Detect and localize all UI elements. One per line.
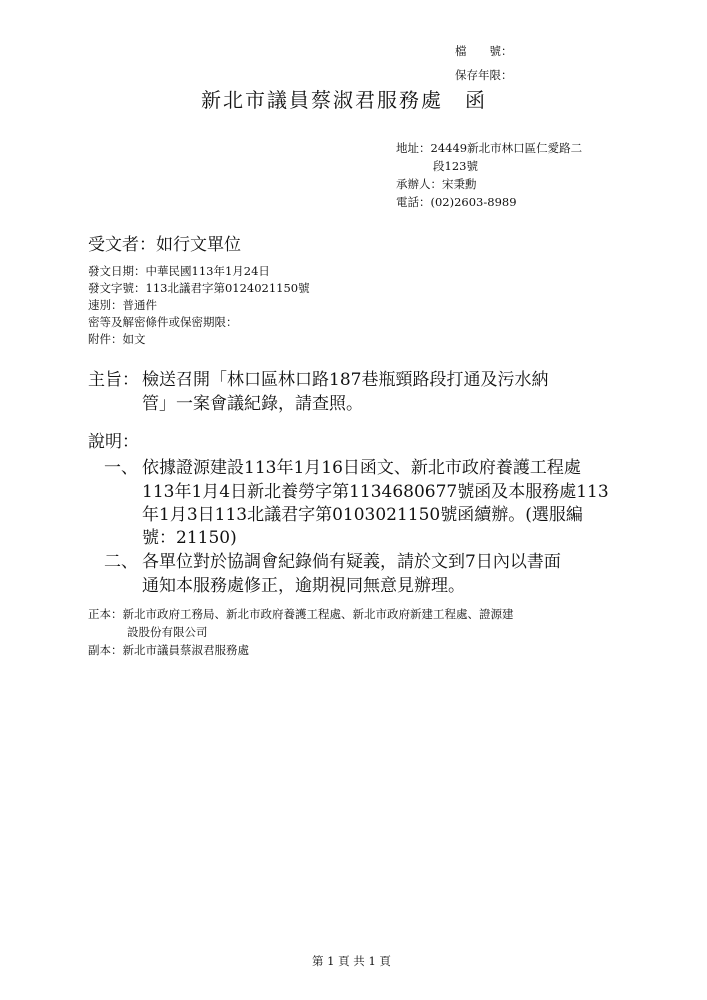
- explanation-item-number: 二、: [104, 552, 138, 572]
- retention-period-label: 保存年限：: [455, 68, 513, 82]
- sender-contact: 承辦人：宋秉勳: [396, 177, 477, 191]
- sender-phone: 電話：(02)2603-8989: [396, 195, 517, 209]
- attachment: 附件：如文: [88, 332, 146, 346]
- subject-line: 檢送召開「林口區林口路187巷瓶頸路段打通及污水納: [142, 370, 549, 390]
- subject-label: 主旨：: [88, 370, 139, 390]
- speed-class: 速別：普通件: [88, 298, 157, 312]
- page-number: 第 1 頁 共 1 頁: [312, 954, 391, 968]
- sender-address-line1: 地址：24449新北市林口區仁愛路二: [396, 141, 583, 155]
- subject-line: 管」一案會議紀錄，請查照。: [142, 394, 363, 414]
- explanation-label: 說明：: [88, 432, 139, 452]
- explanation-item-line: 各單位對於協調會紀錄倘有疑義，請於文到7日內以書面: [142, 552, 561, 572]
- main-recipients: 正本：新北市政府工務局、新北市政府養護工程處、新北市政府新建工程處、證源建: [88, 607, 514, 621]
- security-level: 密等及解密條件或保密期限：: [88, 315, 238, 329]
- explanation-item-line: 號：21150): [142, 528, 237, 548]
- document-number: 發文字號：113北議君字第0124021150號: [88, 281, 310, 295]
- explanation-item-line: 113年1月4日新北養勞字第1134680677號函及本服務處113: [142, 482, 609, 502]
- main-recipients-continued: 設股份有限公司: [127, 625, 208, 639]
- explanation-item-number: 一、: [104, 458, 138, 478]
- document-title: 新北市議員蔡淑君服務處 函: [201, 88, 487, 112]
- file-number-label: 檔 號：: [455, 44, 513, 58]
- explanation-item-line: 通知本服務處修正，逾期視同無意見辦理。: [142, 576, 465, 596]
- explanation-item-line: 年1月3日113北議君字第0103021150號函續辦。(選服編: [142, 505, 583, 525]
- copy-recipients: 副本：新北市議員蔡淑君服務處: [88, 643, 249, 657]
- recipient: 受文者：如行文單位: [88, 235, 241, 255]
- explanation-item-line: 依據證源建設113年1月16日函文、新北市政府養護工程處: [142, 458, 581, 478]
- issue-date: 發文日期：中華民國113年1月24日: [88, 264, 270, 278]
- sender-address-line2: 段123號: [433, 159, 478, 173]
